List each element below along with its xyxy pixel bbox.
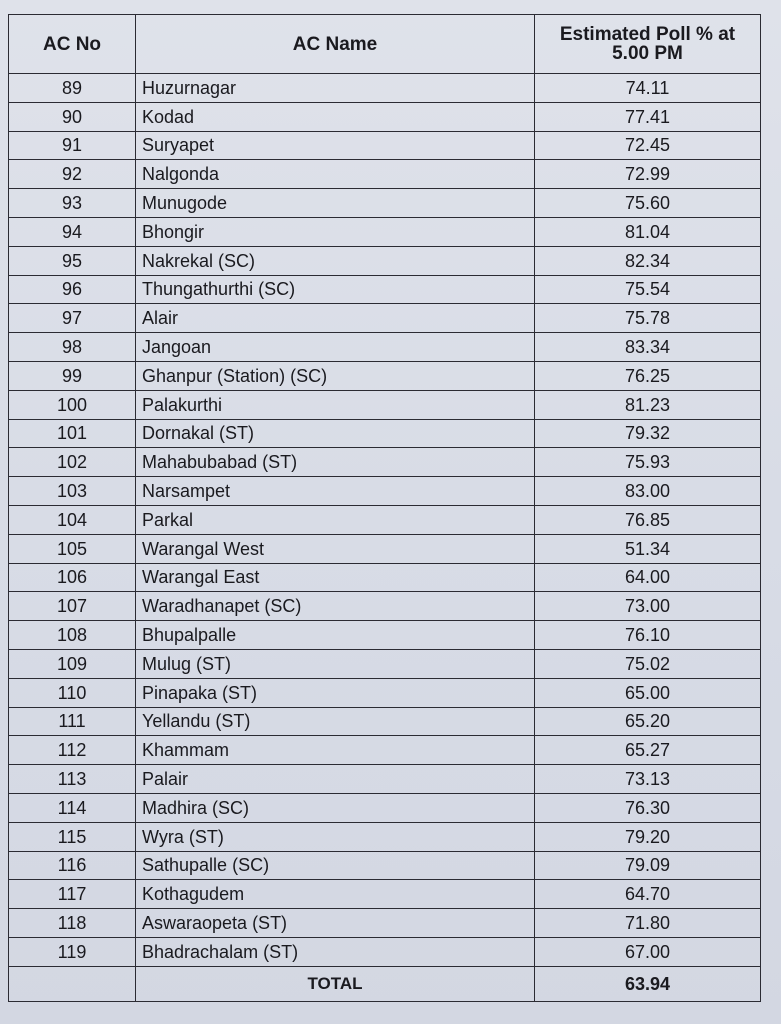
ac-name-cell: Alair	[136, 304, 535, 333]
poll-value-cell: 73.00	[535, 592, 761, 621]
poll-value-cell: 79.09	[535, 851, 761, 880]
total-row	[9, 966, 761, 1001]
ac-name-cell: Ghanpur (Station) (SC)	[136, 361, 535, 390]
ac-name-cell: Bhadrachalam (ST)	[136, 937, 535, 966]
poll-value-cell: 76.30	[535, 793, 761, 822]
poll-value-cell: 67.00	[535, 937, 761, 966]
header-ac-no: AC No	[9, 15, 136, 74]
poll-value-cell: 72.99	[535, 160, 761, 189]
table-row	[9, 793, 761, 822]
ac-name-cell: Mahabubabad (ST)	[136, 448, 535, 477]
table-row	[9, 477, 761, 506]
table-row	[9, 448, 761, 477]
ac-name-cell: Suryapet	[136, 131, 535, 160]
ac-no-cell: 102	[9, 448, 136, 477]
ac-name-cell: Warangal East	[136, 563, 535, 592]
table-row	[9, 361, 761, 390]
header-estimated-poll	[535, 15, 761, 74]
ac-no-cell: 98	[9, 333, 136, 362]
ac-no-cell: 115	[9, 822, 136, 851]
poll-value-cell: 83.34	[535, 333, 761, 362]
ac-name-cell: Kodad	[136, 102, 535, 131]
ac-name-cell: Parkal	[136, 505, 535, 534]
ac-name-cell: Bhupalpalle	[136, 621, 535, 650]
ac-name-cell: Huzurnagar	[136, 74, 535, 103]
ac-no-cell: 104	[9, 505, 136, 534]
ac-no-cell: 119	[9, 937, 136, 966]
table-row	[9, 131, 761, 160]
ac-no-cell: 103	[9, 477, 136, 506]
poll-value-cell: 72.45	[535, 131, 761, 160]
table-body	[9, 74, 761, 967]
table-row	[9, 736, 761, 765]
ac-name-cell: Mulug (ST)	[136, 649, 535, 678]
ac-name-cell: Yellandu (ST)	[136, 707, 535, 736]
ac-name-cell: Wyra (ST)	[136, 822, 535, 851]
poll-value-cell: 79.32	[535, 419, 761, 448]
poll-value-cell: 65.20	[535, 707, 761, 736]
table-row	[9, 592, 761, 621]
ac-name-cell: Dornakal (ST)	[136, 419, 535, 448]
poll-value-cell: 65.27	[535, 736, 761, 765]
ac-no-cell: 106	[9, 563, 136, 592]
poll-value-cell: 75.60	[535, 189, 761, 218]
table-row	[9, 822, 761, 851]
ac-name-cell: Jangoan	[136, 333, 535, 362]
poll-value-cell: 71.80	[535, 909, 761, 938]
poll-value-cell: 75.02	[535, 649, 761, 678]
ac-name-cell: Thungathurthi (SC)	[136, 275, 535, 304]
ac-no-cell: 118	[9, 909, 136, 938]
ac-no-cell: 92	[9, 160, 136, 189]
ac-name-cell: Madhira (SC)	[136, 793, 535, 822]
ac-no-cell: 114	[9, 793, 136, 822]
ac-name-cell: Khammam	[136, 736, 535, 765]
poll-value-cell: 75.54	[535, 275, 761, 304]
poll-value-cell: 74.11	[535, 74, 761, 103]
poll-value-cell: 64.70	[535, 880, 761, 909]
table-row	[9, 649, 761, 678]
table-row	[9, 275, 761, 304]
poll-value-cell: 75.78	[535, 304, 761, 333]
ac-no-cell: 89	[9, 74, 136, 103]
table-row	[9, 563, 761, 592]
ac-name-cell: Nakrekal (SC)	[136, 246, 535, 275]
ac-name-cell: Warangal West	[136, 534, 535, 563]
poll-value-cell: 76.25	[535, 361, 761, 390]
table-row	[9, 246, 761, 275]
table-row	[9, 621, 761, 650]
poll-value-cell: 76.10	[535, 621, 761, 650]
ac-name-cell: Sathupalle (SC)	[136, 851, 535, 880]
ac-name-cell: Palair	[136, 765, 535, 794]
ac-no-cell: 109	[9, 649, 136, 678]
ac-no-cell: 93	[9, 189, 136, 218]
poll-value-cell: 64.00	[535, 563, 761, 592]
ac-no-cell: 107	[9, 592, 136, 621]
ac-no-cell: 116	[9, 851, 136, 880]
ac-no-cell: 100	[9, 390, 136, 419]
poll-value-cell: 82.34	[535, 246, 761, 275]
table-row	[9, 74, 761, 103]
ac-no-cell: 97	[9, 304, 136, 333]
table-row	[9, 765, 761, 794]
ac-no-cell: 111	[9, 707, 136, 736]
poll-value-cell: 75.93	[535, 448, 761, 477]
table-row	[9, 217, 761, 246]
ac-name-cell: Waradhanapet (SC)	[136, 592, 535, 621]
ac-no-cell: 95	[9, 246, 136, 275]
ac-no-cell: 94	[9, 217, 136, 246]
table-row	[9, 189, 761, 218]
table-row	[9, 505, 761, 534]
table-row	[9, 707, 761, 736]
table-header-row	[9, 15, 761, 74]
table-row	[9, 678, 761, 707]
table-row	[9, 390, 761, 419]
ac-name-cell: Bhongir	[136, 217, 535, 246]
header-poll-line1: Estimated Poll % at	[559, 24, 736, 45]
header-poll-line2: 5.00 PM	[612, 43, 683, 64]
header-ac-name: AC Name	[136, 15, 535, 74]
table-row	[9, 909, 761, 938]
poll-value-cell: 83.00	[535, 477, 761, 506]
total-label: TOTAL	[136, 966, 535, 1001]
table-row	[9, 880, 761, 909]
poll-value-cell: 79.20	[535, 822, 761, 851]
poll-value-cell: 65.00	[535, 678, 761, 707]
ac-name-cell: Nalgonda	[136, 160, 535, 189]
ac-no-cell: 108	[9, 621, 136, 650]
poll-value-cell: 51.34	[535, 534, 761, 563]
ac-name-cell: Aswaraopeta (ST)	[136, 909, 535, 938]
poll-percentage-table	[8, 14, 761, 1002]
ac-name-cell: Munugode	[136, 189, 535, 218]
ac-no-cell: 117	[9, 880, 136, 909]
poll-value-cell: 77.41	[535, 102, 761, 131]
ac-no-cell: 91	[9, 131, 136, 160]
total-ac-no-cell	[9, 966, 136, 1001]
ac-name-cell: Pinapaka (ST)	[136, 678, 535, 707]
ac-no-cell: 101	[9, 419, 136, 448]
ac-name-cell: Palakurthi	[136, 390, 535, 419]
table-row	[9, 102, 761, 131]
total-poll-value: 63.94	[535, 966, 761, 1001]
ac-no-cell: 105	[9, 534, 136, 563]
poll-value-cell: 73.13	[535, 765, 761, 794]
ac-no-cell: 90	[9, 102, 136, 131]
poll-value-cell: 81.04	[535, 217, 761, 246]
table-row	[9, 419, 761, 448]
table-row	[9, 851, 761, 880]
ac-name-cell: Narsampet	[136, 477, 535, 506]
table-row	[9, 333, 761, 362]
table-row	[9, 160, 761, 189]
ac-name-cell: Kothagudem	[136, 880, 535, 909]
table-row	[9, 937, 761, 966]
poll-value-cell: 76.85	[535, 505, 761, 534]
table-row	[9, 304, 761, 333]
table-row	[9, 534, 761, 563]
ac-no-cell: 112	[9, 736, 136, 765]
ac-no-cell: 110	[9, 678, 136, 707]
ac-no-cell: 99	[9, 361, 136, 390]
ac-no-cell: 113	[9, 765, 136, 794]
ac-no-cell: 96	[9, 275, 136, 304]
poll-value-cell: 81.23	[535, 390, 761, 419]
